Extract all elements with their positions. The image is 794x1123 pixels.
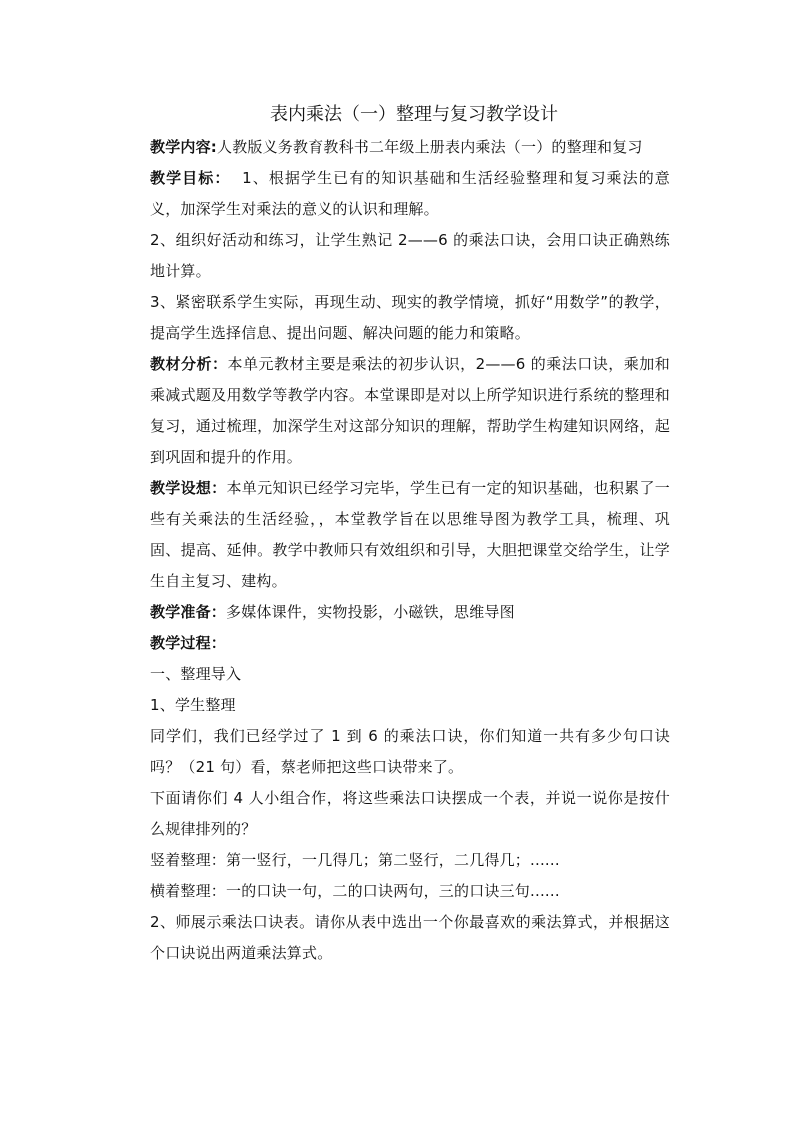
material-analysis-text: 本单元教材主要是乘法的初步认识，2——6 的乘法口诀，乘加和乘减式题及用数学等教学内容。本堂课即是对以上所学知识进行系统的整理和复习，通过梳理，加深学生对这部分知识的理解，帮助学生构建知识网络，起到巩固和提升的作用。: [150, 355, 670, 466]
material-analysis-label: 教材分析：: [150, 355, 228, 373]
process-paragraph-1: 同学们，我们已经学过了 1 到 6 的乘法口诀，你们知道一共有多少句口诀吗？（21 句）看，蔡老师把这些口诀带来了。: [150, 727, 670, 776]
section-heading-1: 一、整理导入: [150, 665, 242, 683]
teaching-prep-label: 教学准备：: [150, 603, 227, 621]
process-paragraph-4: 横着整理：一的口诀一句，二的口诀两句，三的口诀三句......: [150, 882, 560, 900]
teaching-content-text: 人教版义务教育教科书二年级上册表内乘法（一）的整理和复习: [217, 138, 643, 156]
teaching-idea-label: 教学设想：: [150, 479, 227, 497]
teaching-goal-3: 3、紧密联系学生实际，再现生动、现实的教学情境，抓好“用数学”的教学，提高学生选择信息、提出问题、解决问题的能力和策略。: [150, 293, 670, 342]
teaching-prep-text: 多媒体课件，实物投影，小磁铁，思维导图: [226, 603, 515, 621]
teaching-goal-2: 2、组织好活动和练习，让学生熟记 2——6 的乘法口诀，会用口诀正确熟练地计算。: [150, 231, 670, 280]
step-2-paragraph: 2、师展示乘法口诀表。请你从表中选出一个你最喜欢的乘法算式，并根据这个口诀说出两道乘法算式。: [150, 913, 670, 962]
step-1-heading: 1、学生整理: [150, 696, 236, 714]
teaching-idea-text: 本单元知识已经学习完毕，学生已有一定的知识基础，也积累了一些有关乘法的生活经验，，本堂教学旨在以思维导图为教学工具，梳理、巩固、提高、延伸。教学中教师只有效组织和引导，大胆把课堂交给学生，让学生自主复习、建构。: [150, 479, 670, 590]
teaching-content-label: 教学内容:: [150, 138, 217, 156]
teaching-goal-1: 1、根据学生已有的知识基础和生活经验整理和复习乘法的意义，加深学生对乘法的意义的认识和理解。: [150, 169, 670, 218]
teaching-prep-paragraph: [150, 597, 670, 628]
teaching-process-paragraph: [150, 628, 670, 659]
teaching-idea-paragraph: [150, 473, 670, 597]
teaching-process-label: 教学过程：: [150, 634, 227, 652]
teaching-goals-paragraph: [150, 163, 670, 225]
process-paragraph-2: 下面请你们 4 人小组合作，将这些乘法口诀摆成一个表，并说一说你是按什么规律排列的？: [150, 789, 670, 838]
teaching-goals-label: 教学目标：: [150, 169, 231, 187]
document-title: 表内乘法（一）整理与复习教学设计: [270, 104, 558, 125]
document-page: [150, 98, 670, 969]
process-paragraph-3: 竖着整理：第一竖行，一几得几；第二竖行，二几得几；......: [150, 851, 560, 869]
teaching-content-paragraph: [150, 132, 670, 163]
material-analysis-paragraph: [150, 349, 670, 473]
